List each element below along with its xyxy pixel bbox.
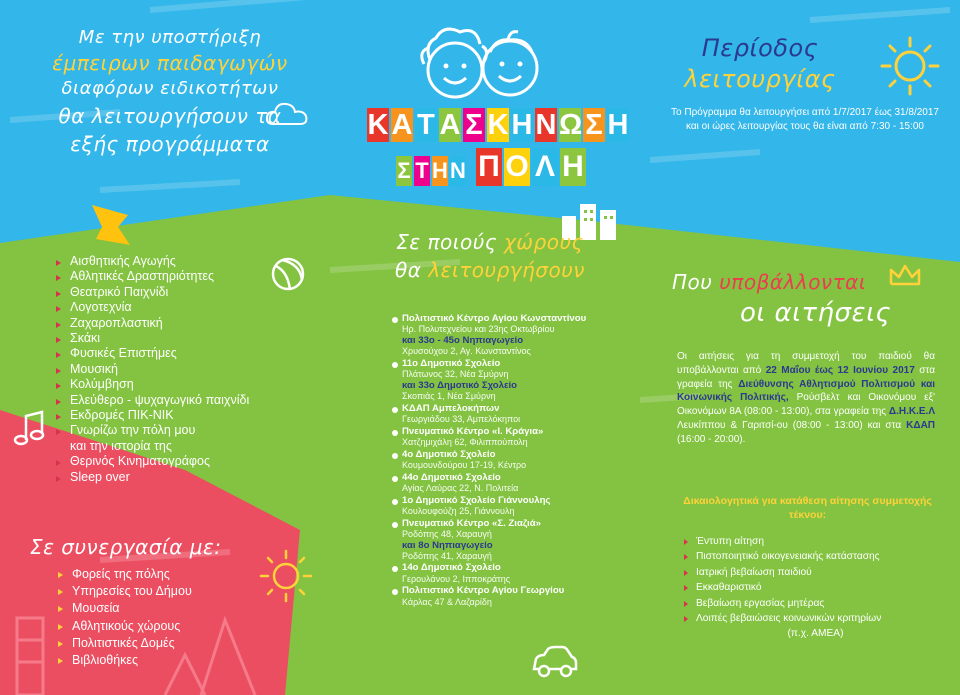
- list-item: Αισθητικής Αγωγής: [56, 254, 296, 269]
- venue-address: Αγίας Λαύρας 22, Ν. Πολιτεία: [402, 483, 519, 493]
- venue-sub-address: Σκοπιάς 1, Νέα Σμύρνη: [402, 391, 496, 401]
- venue-address: Χατζημιχάλη 62, Φιλιππούπολη: [402, 437, 528, 447]
- period-title-1: Περίοδος: [701, 34, 819, 62]
- venue-address: Κουμουνδούρου 17-19, Κέντρο: [402, 460, 527, 470]
- logo-letter: Α: [439, 109, 461, 141]
- list-item: Ελεύθερο - ψυχαγωγικό παιχνίδι: [56, 393, 296, 408]
- cloud-icon: [265, 100, 309, 126]
- intro-block: [20, 26, 320, 158]
- list-item: Αθλητικές Δραστηριότητες: [56, 269, 296, 284]
- venue-address: Κάρλας 47 & Λαζαρίδη: [402, 596, 492, 607]
- places-title: [360, 228, 620, 284]
- cooperation-title: Σε συνεργασία με:: [30, 535, 222, 559]
- intro-line-2: έμπειρων παιδαγωγών: [52, 51, 288, 75]
- sun-icon: [880, 36, 940, 96]
- applications-title-line-1: Που υποβάλλονται: [672, 270, 867, 294]
- venue-item: [390, 403, 620, 425]
- list-item: Κολύμβηση: [56, 377, 296, 392]
- venue-item: [390, 426, 620, 448]
- list-item-continuation: και την ιστορία της: [70, 438, 172, 453]
- venue-name: Πνευματικό Κέντρο «Σ. Ζιαζιά»: [402, 517, 541, 529]
- venue-sub-name: και 33ο - 45ο Νηπιαγωγείο: [402, 335, 524, 346]
- logo-letter: Λ: [532, 148, 558, 186]
- applications-text: Οι αιτήσεις για τη συμμετοχή του παιδιού θα υποβάλλονται από 22 Μαΐου έως 12 Ιουνίου 2017 στα γραφεία της Διεύθυνσης Αθλητισμού Πολιτισμού και Κοινωνικής Πολιτικής, Ρούσβελτ και Οικονόμου εξ' Οικονόμων 8Α (08:00 - 13:00), στα γραφεία της Δ.Η.Κ.Ε.Λ Λευκίππου & Γαριτσί-ου (08:00 - 13:00) και στα ΚΔΑΠ (16:00 - 20:00).: [677, 351, 936, 445]
- car-icon: [530, 645, 580, 679]
- venue-item: [390, 358, 620, 402]
- venue-name: Πνευματικό Κέντρο «Ι. Κράγια»: [402, 425, 544, 437]
- venue-sub-address: Ροδόπης 41, Χαραυγή: [402, 550, 492, 561]
- list-item: Βιβλιοθήκες: [58, 652, 260, 669]
- logo-letter: Η: [560, 148, 586, 186]
- logo-letter: Ν: [450, 156, 466, 186]
- arrow-icon: [88, 205, 132, 247]
- list-item: Φυσικές Επιστήμες: [56, 346, 296, 361]
- applications-dept: Διεύθυνσης Αθλητισμού Πολιτισμού και Κοινωνικής Πολιτικής,: [677, 378, 936, 404]
- list-item: Εκδρομές ΠΙΚ-ΝΙΚ: [56, 408, 296, 423]
- venue-address: Γερουλάνου 2, Ιπποκράτης: [402, 573, 511, 584]
- logo-letter: Σ: [396, 156, 412, 186]
- intro-line-4: θα λειτουργήσουν τα: [58, 104, 282, 128]
- venue-sub-name: και 33ο Δημοτικό Σχολείο: [402, 379, 518, 391]
- list-item: Μουσεία: [58, 600, 260, 617]
- logo-letter: Ν: [535, 109, 557, 141]
- sun-icon: [258, 548, 314, 604]
- applications-kdap: ΚΔΑΠ: [906, 419, 936, 431]
- docs-title: Δικαιολογητικά για κατάθεση αίτησης συμμετοχής τέκνου:: [683, 495, 932, 521]
- list-item: Θερινός Κινηματογράφος: [56, 454, 296, 469]
- venue-sub-address: Χρυσούχου 2, Αγ. Κωνσταντίνος: [402, 346, 531, 357]
- logo-letter: Κ: [487, 109, 509, 141]
- logo-title: [366, 108, 629, 186]
- logo-letter: Τ: [414, 156, 430, 186]
- list-item-continuation: (π.χ. ΑΜΕΑ): [787, 628, 844, 640]
- docs-list: [684, 534, 935, 642]
- list-item: Θεατρικό Παιχνίδι: [56, 285, 296, 300]
- venue-name: 4ο Δημοτικό Σχολείο: [402, 448, 496, 460]
- list-item: Υπηρεσίες του Δήμου: [58, 583, 260, 600]
- list-item: Βεβαίωση εργασίας μητέρας: [684, 596, 935, 611]
- list-item: Ζαχαροπλαστική: [56, 316, 296, 331]
- venue-item: [390, 313, 620, 357]
- venue-name: Πολιτιστικό Κέντρο Αγίου Γεωργίου: [402, 585, 565, 597]
- logo-letter: Π: [476, 148, 502, 186]
- logo-word-stin-poli: [366, 148, 616, 186]
- venue-item: [390, 562, 620, 584]
- list-item: Λοιπές βεβαιώσεις κοινωνικών κριτηρίων (π.χ. ΑΜΕΑ): [684, 611, 935, 642]
- intro-line-1: Με την υποστήριξη: [78, 27, 262, 48]
- venue-name: 14ο Δημοτικό Σχολείο: [402, 562, 501, 574]
- venues-list: [390, 313, 620, 608]
- venue-name: 1ο Δημοτικό Σχολείο Γιάννουλης: [402, 494, 551, 506]
- intro-line-3: διαφόρων ειδικοτήτων: [61, 78, 279, 99]
- kids-faces-icon: [410, 22, 550, 102]
- applications-title-line-2: οι αιτήσεις: [740, 298, 892, 328]
- places-title-line-1: Σε ποιούς χώρους: [396, 230, 584, 254]
- period-text: Το Πρόγραμμα θα λειτουργήσει από 1/7/2017 έως 31/8/2017 και οι ώρες λειτουργίας τους θα είναι από 7:30 - 15:00: [671, 107, 939, 132]
- logo-letter: Τ: [415, 108, 437, 142]
- intro-line-5: εξής προγράμματα: [70, 132, 270, 156]
- venue-item: [390, 518, 620, 562]
- venue-name: 44ο Δημοτικό Σχολείο: [402, 471, 501, 483]
- crown-icon: [888, 262, 922, 288]
- venue-item: [390, 449, 620, 471]
- logo-letter: Σ: [463, 108, 485, 142]
- buildings-icon: [15, 600, 270, 695]
- list-item: Sleep over: [56, 470, 296, 485]
- venue-item: [390, 585, 620, 607]
- logo-letter: Σ: [583, 108, 605, 142]
- venue-address: Ηρ. Πολυτεχνείου και 23ης Οκτωβρίου: [402, 324, 555, 335]
- venue-address: Πλάτωνος 32, Νέα Σμύρνη: [402, 369, 509, 380]
- logo-letter: Ω: [559, 109, 583, 141]
- venue-name: 11ο Δημοτικό Σχολείο: [402, 357, 501, 369]
- venue-address: Γεωργιάδου 33, Αμπελόκηποι: [402, 414, 521, 424]
- venue-address: Κουλουφούζη 25, Γιάννουλη: [402, 506, 515, 516]
- logo-letter: Κ: [367, 109, 389, 141]
- activities-list: [56, 254, 296, 485]
- logo-letter: Ο: [504, 148, 530, 186]
- logo-word-kataskinosi: [366, 108, 629, 142]
- venue-name: ΚΔΑΠ Αμπελοκήπων: [402, 402, 500, 414]
- list-item: Μουσική: [56, 362, 296, 377]
- logo-letter: Α: [391, 109, 413, 141]
- applications-dates: 22 Μαΐου έως 12 Ιουνίου 2017: [765, 364, 915, 376]
- logo-letter: Η: [511, 109, 533, 141]
- applications-dkel: Δ.Η.Κ.Ε.Λ: [888, 406, 935, 418]
- music-note-icon: [12, 410, 46, 446]
- venue-sub-name: και 8ο Νηπιαγωγείο: [402, 539, 493, 551]
- list-item: Εκκαθαριστικό: [684, 580, 935, 595]
- places-title-line-2: θα λειτουργήσουν: [395, 258, 585, 282]
- venue-address: Ροδόπης 48, Χαραυγή: [402, 529, 492, 539]
- venue-name: Πολιτιστικό Κέντρο Αγίου Κωνσταντίνου: [402, 313, 587, 324]
- venue-item: [390, 472, 620, 494]
- logo-letter: Η: [432, 156, 448, 186]
- venue-item: [390, 495, 620, 517]
- list-item: Έντυπη αίτηση: [684, 534, 935, 549]
- docs-block: [680, 494, 935, 642]
- list-item: Σκάκι: [56, 331, 296, 346]
- list-item: Ιατρική βεβαίωση παιδιού: [684, 565, 935, 580]
- list-item: Φορείς της πόλης: [58, 566, 260, 583]
- period-title-2: λειτουργίας: [684, 65, 836, 93]
- list-item: Πιστοποιητικό οικογενειακής κατάστασης: [684, 549, 935, 564]
- list-item: Γνωρίζω την πόλη μου και την ιστορία της: [56, 423, 296, 454]
- logo-letter: Η: [607, 109, 629, 141]
- list-item: Αθλητικούς χώρους: [58, 618, 260, 635]
- list-item: Λογοτεχνία: [56, 300, 296, 315]
- list-item: Πολιτιστικές Δομές: [58, 635, 260, 652]
